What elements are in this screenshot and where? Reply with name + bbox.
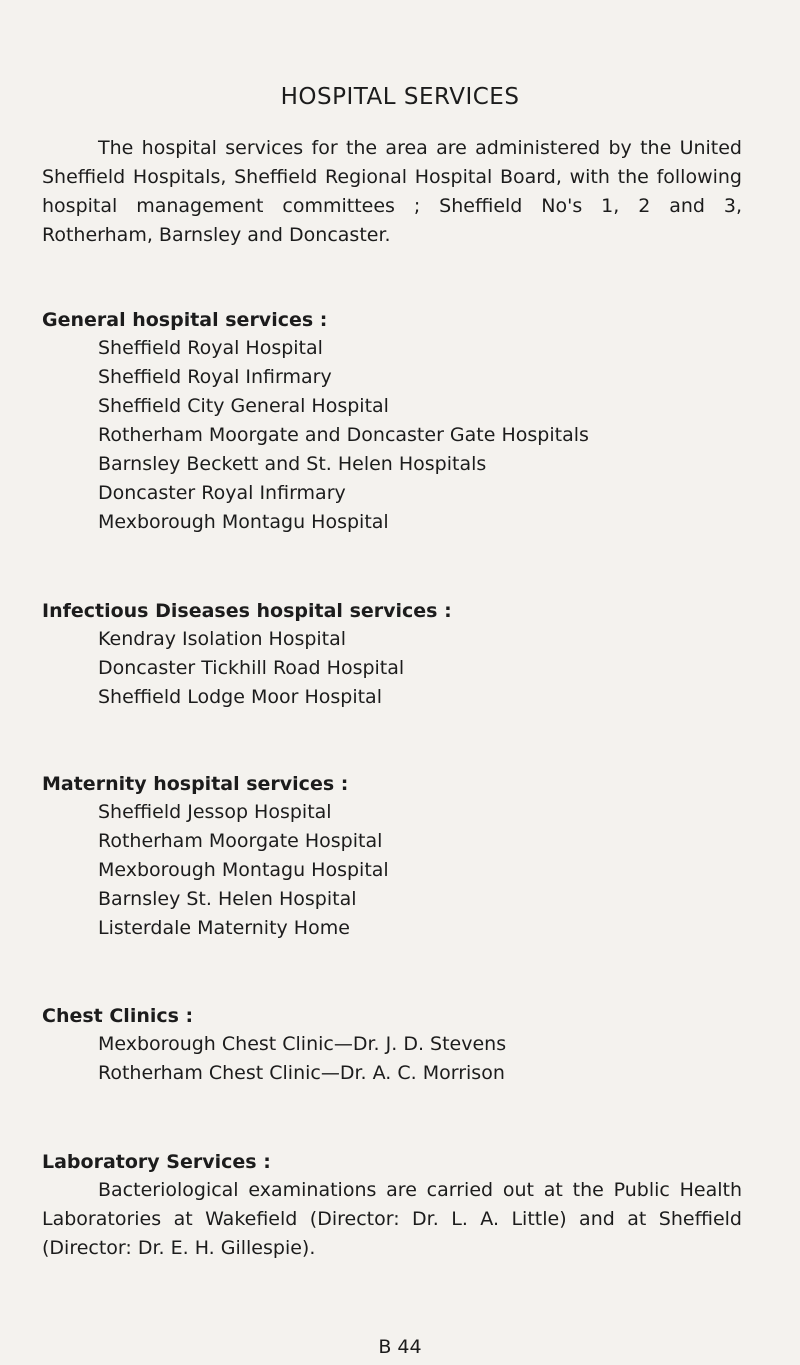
maternity-services-list xyxy=(42,798,762,943)
section-heading: General hospital services : xyxy=(42,309,328,331)
maternity-services-section xyxy=(42,770,762,943)
page-number: B 44 xyxy=(378,1336,422,1358)
list-item: Rotherham Moorgate and Doncaster Gate Hospitals xyxy=(98,424,589,446)
infectious-services-section xyxy=(42,597,762,712)
general-services-section xyxy=(42,306,762,537)
list-item: Mexborough Montagu Hospital xyxy=(98,859,389,881)
section-heading: Laboratory Services : xyxy=(42,1151,271,1173)
list-item: Barnsley St. Helen Hospital xyxy=(98,888,357,910)
list-item: Sheffield Royal Hospital xyxy=(98,337,323,359)
list-item: Doncaster Royal Infirmary xyxy=(98,482,346,504)
chest-clinics-list xyxy=(42,1030,762,1088)
list-item: Doncaster Tickhill Road Hospital xyxy=(98,657,405,679)
section-heading: Chest Clinics : xyxy=(42,1005,194,1027)
list-item: Mexborough Chest Clinic—Dr. J. D. Stevens xyxy=(98,1033,507,1055)
chest-clinics-section xyxy=(42,1002,762,1088)
list-item: Sheffield City General Hospital xyxy=(98,395,389,417)
section-heading: Infectious Diseases hospital services : xyxy=(42,600,452,622)
list-item: Rotherham Moorgate Hospital xyxy=(98,830,383,852)
laboratory-services-section xyxy=(42,1148,762,1263)
list-item: Sheffield Lodge Moor Hospital xyxy=(98,686,382,708)
list-item: Listerdale Maternity Home xyxy=(98,917,350,939)
section-heading: Maternity hospital services : xyxy=(42,773,349,795)
laboratory-paragraph: Bacteriological examinations are carried out at the Public Health Laboratories at Wakefield (Director: Dr. L. A. Little) and at Sheffield (Director: Dr. E. H. Gillespie). xyxy=(42,1179,742,1259)
page-title: HOSPITAL SERVICES xyxy=(280,84,520,110)
intro-paragraph: The hospital services for the area are administered by the United Sheffield Hospitals, Sheffield Regional Hospital Board, with the following hospital management committees ; Sheffield No's 1, 2 and 3, Rotherham, Barnsley and Doncaster. xyxy=(42,137,742,246)
list-item: Barnsley Beckett and St. Helen Hospitals xyxy=(98,453,487,475)
general-services-list xyxy=(42,334,762,537)
list-item: Mexborough Montagu Hospital xyxy=(98,511,389,533)
list-item: Sheffield Royal Infirmary xyxy=(98,366,332,388)
list-item: Kendray Isolation Hospital xyxy=(98,628,347,650)
infectious-services-list xyxy=(42,625,762,712)
list-item: Rotherham Chest Clinic—Dr. A. C. Morrison xyxy=(98,1062,505,1084)
list-item: Sheffield Jessop Hospital xyxy=(98,801,332,823)
